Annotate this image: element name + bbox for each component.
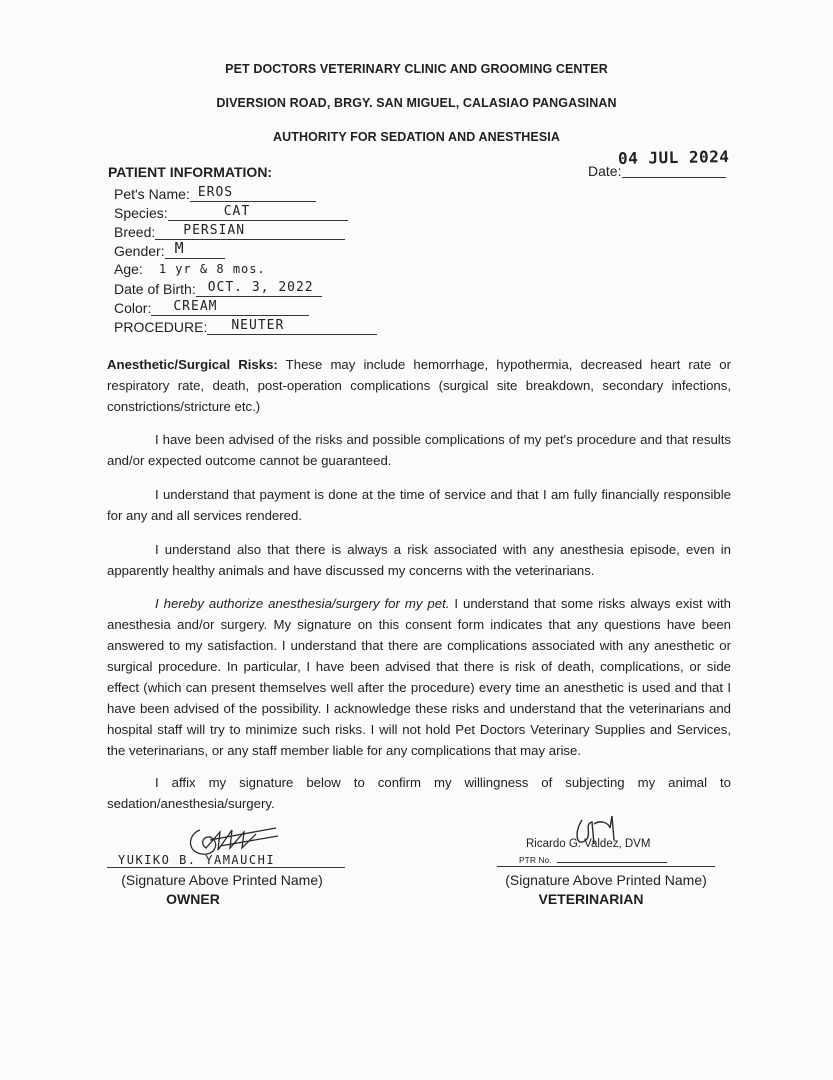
risks-heading: Anesthetic/Surgical Risks: [107, 357, 278, 372]
dob-field[interactable] [196, 280, 322, 297]
authorization-text: I understand that some risks always exist with anesthesia and/or surgery. My signature on this consent form indicates that any questions have been answered to my satisfaction. I understand that there are complications associated with any anesthetic or surgical procedure. In particular, I have been advised that there is risk of death, complications, or side effect (which can present themselves well after the procedure) every time an anesthetic is used and that I have been advised of the possibility. I acknowledge these risks and understand that the veterinarians and hospital staff will try to minimize such risks. I will not hold Pet Doctors Veterinary Supplies and Services, the veterinarians, or any staff member liable for any complications that may arise. [107, 596, 732, 758]
gender-row [114, 239, 225, 260]
procedure-value: NEUTER [231, 318, 285, 333]
vet-role: VETERINARIAN [538, 891, 644, 907]
gender-field[interactable] [165, 239, 225, 259]
color-value: CREAM [173, 299, 218, 314]
paragraph-advised: I have been advised of the risks and possible complications of my pet's procedure and that results and/or expected outcome cannot be guaranteed. [107, 432, 731, 468]
pet-name-field[interactable] [190, 185, 316, 202]
ptr-label: PTR No. [519, 855, 552, 865]
vet-signature-line [497, 866, 715, 867]
age-label: Age: [114, 261, 143, 277]
color-field[interactable] [151, 299, 309, 316]
age-field[interactable] [143, 261, 266, 277]
pet-name-value: EROS [197, 185, 234, 200]
dob-row [114, 280, 322, 298]
paragraph-anesthesia-risk: I understand also that there is always a risk associated with any anesthesia episode, even in apparently healthy animals and have discussed my concerns with the veterinarians. [107, 542, 731, 578]
species-value: CAT [223, 204, 251, 219]
clinic-address: DIVERSION ROAD, BRGY. SAN MIGUEL, CALASIAO PANGASINAN [216, 96, 617, 110]
risks-paragraph [107, 354, 731, 417]
authorization-lead: I hereby authorize anesthesia/surgery for my pet. [155, 596, 450, 611]
pet-name-label: Pet's Name: [114, 186, 190, 202]
patient-info-title: PATIENT INFORMATION: [108, 164, 273, 180]
pet-name-row [114, 185, 316, 203]
dob-value: OCT. 3, 2022 [207, 280, 314, 295]
paragraph-payment: I understand that payment is done at the time of service and that I am fully financially responsible for any and all services rendered. [107, 487, 731, 523]
date-value: 04 JUL 2024 [617, 147, 730, 168]
owner-signature-caption: (Signature Above Printed Name) [121, 872, 323, 888]
gender-value: M [174, 239, 185, 257]
breed-field[interactable] [155, 223, 345, 240]
color-row [114, 299, 309, 317]
ptr-line [557, 862, 667, 863]
risks-text: These may include hemorrhage, hypothermia, decreased heart rate or respiratory rate, death, post-operation complications (surgical site breakdown, secondary infections, constrictions/stricture etc.) [107, 357, 731, 414]
paragraph-authorization [107, 593, 731, 761]
dob-label: Date of Birth: [114, 281, 196, 297]
species-row [114, 204, 348, 222]
vet-signature-caption: (Signature Above Printed Name) [505, 872, 707, 888]
owner-role: OWNER [166, 891, 220, 907]
gender-label: Gender: [114, 243, 165, 259]
species-field[interactable] [168, 204, 348, 221]
procedure-field[interactable] [207, 318, 377, 335]
vet-printed-name: Ricardo G. Valdez, DVM [526, 838, 651, 850]
date-line [622, 177, 726, 178]
procedure-row [114, 318, 377, 336]
owner-printed-name: YUKIKO B. YAMAUCHI [118, 853, 276, 867]
procedure-label: PROCEDURE: [114, 319, 208, 335]
owner-signature-line [107, 867, 345, 868]
paragraph-affix: I affix my signature below to confirm my willingness of subjecting my animal to sedation/anesthesia/surgery. [107, 775, 731, 811]
clinic-name: PET DOCTORS VETERINARY CLINIC AND GROOMING CENTER [225, 62, 608, 76]
age-value: 1 yr & 8 mos. [158, 262, 266, 276]
form-title: AUTHORITY FOR SEDATION AND ANESTHESIA [272, 130, 561, 144]
breed-value: PERSIAN [183, 223, 246, 238]
breed-label: Breed: [114, 224, 156, 240]
age-row [114, 261, 266, 279]
breed-row [114, 223, 345, 241]
species-label: Species: [114, 205, 168, 221]
date-label: Date: [588, 163, 622, 179]
color-label: Color: [114, 300, 152, 316]
